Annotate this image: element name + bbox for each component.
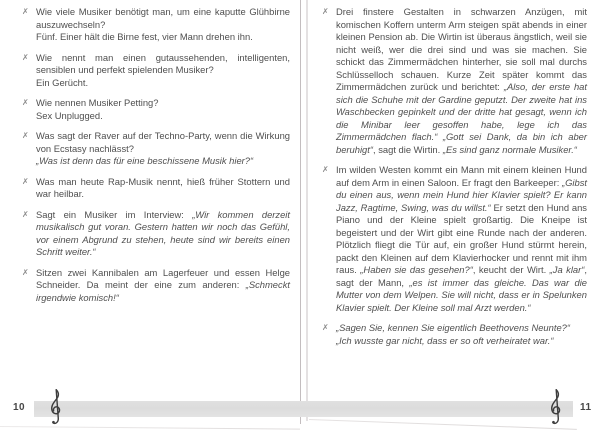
joke-bullet-icon: ✗ — [322, 7, 329, 16]
joke-text: Im wilden Westen kommt ein Mann mit einem kleinen Hund auf dem Arm in einen Saloon. Er fragt den Barkeeper: „Gibst du einen aus, wenn mein Hund hier Klavier spielt? Er kann Jazz, Ragtime, Swing, was du willst.“ Er setzt den Hund ans Piano und der Kleine spielt großartig. Die Kneipe ist begeistert und der Wirt gibt eine Runde nach der anderen. Plötzlich fliegt die Tür auf, ein großer Hund stürmt herein, packt den Kleinen auf dem Klavierhocker und rennt mit ihm raus. „Haben sie das gesehen?“, keucht der Wirt. „Ja klar“, sagt der Mann, „es ist immer das gleiche. Das war die Mutter von dem Welpen. Sie will nicht, dass er in Spelunken Klavier spielt. Der Kleine soll mal Arzt werden.“ — [336, 164, 588, 313]
joke-list-right — [322, 6, 587, 347]
page-right — [322, 6, 587, 355]
joke-item — [22, 209, 290, 259]
joke-text: Wie viele Musiker benötigt man, um eine kaputte Glühbirne auszuwechseln? Fünf. Einer hält die Birne fest, vier Mann drehen ihn. — [36, 6, 290, 42]
page-gutter-line — [300, 0, 301, 424]
joke-item — [22, 52, 290, 90]
joke-bullet-icon: ✗ — [22, 267, 29, 277]
joke-text: Was man heute Rap-Musik nennt, hieß früher Stottern und war heilbar. — [36, 175, 290, 199]
treble-clef-icon — [46, 387, 63, 428]
page-bottom-edge — [0, 426, 300, 430]
page-number-left: 10 — [13, 402, 26, 413]
joke-list-left — [22, 6, 290, 304]
joke-text: Wie nennen Musiker Petting? Sex Unplugged. — [36, 97, 159, 121]
joke-bullet-icon: ✗ — [322, 323, 329, 332]
joke-bullet-icon: ✗ — [22, 7, 29, 16]
joke-text: Drei finstere Gestalten in schwarzen Anzügen, mit komischen Koffern unterm Arm steigen spät abends in einer kleinen Pension ab. Die Wirtin ist überaus ängstlich, weil sie nicht weiß, wer die drei sind und was sie machen. Sie schickt das Zimmermädchen hinterher, sie soll mal durchs Schlüsselloch schauen. Kurze Zeit später kommt das Zimmermädchen zurück und berichtet: „Also, der erste hat sich die Schuhe mit der Gardine geputzt. Der zweite hat ins Waschbecken gepinkelt und der dritte hat gesagt, wenn ich die Minibar leer gesoffen habe, lege ich das Zimmermädchen flach.“ „Gott sei Dank, da bin ich aber beruhigt“, sagt die Wirtin. „Es sind ganz normale Musiker.“ — [336, 6, 587, 155]
page-number-right: 11 — [580, 402, 592, 413]
joke-item — [322, 6, 587, 156]
treble-clef-icon — [546, 387, 563, 428]
joke-item — [22, 6, 290, 44]
joke-bullet-icon: ✗ — [22, 176, 29, 186]
joke-item — [322, 322, 587, 347]
joke-item — [322, 164, 587, 314]
joke-item — [22, 130, 290, 168]
joke-text: Was sagt der Raver auf der Techno-Party, wenn die Wirkung von Ecstasy nachlässt? „Was ist denn das für eine beschissene Musik hier?“ — [36, 130, 290, 166]
joke-item — [22, 97, 290, 122]
joke-bullet-icon: ✗ — [22, 98, 29, 107]
joke-item — [22, 267, 290, 305]
footer-bar — [34, 401, 573, 417]
joke-text: „Sagen Sie, kennen Sie eigentlich Beethovens Neunte?“ „Ich wusste gar nicht, dass er so oft verheiratet war.“ — [336, 322, 571, 346]
joke-bullet-icon: ✗ — [22, 52, 29, 62]
joke-bullet-icon: ✗ — [322, 165, 329, 174]
page-gutter-edge-line — [306, 0, 308, 421]
joke-text: Wie nennt man einen gutaussehenden, intelligenten, sensiblen und perfekt spielenden Musiker? Ein Gerücht. — [36, 51, 290, 88]
joke-bullet-icon: ✗ — [22, 131, 29, 140]
joke-text: Sagt ein Musiker im Interview: „Wir kommen derzeit musikalisch gut voran. Gestern hatten wir noch das Gefühl, vor einem Abgrund zu stehen, heute sind wir bereits einen Schritt weiter.“ — [36, 208, 290, 257]
page-left — [22, 6, 290, 312]
joke-text: Sitzen zwei Kannibalen am Lagerfeuer und essen Helge Schneider. Da meint der eine zum anderen: „Schmeckt irgendwie komisch!“ — [36, 266, 290, 303]
joke-bullet-icon: ✗ — [22, 209, 29, 219]
joke-item — [22, 176, 290, 201]
page-bottom-edge — [309, 419, 577, 430]
